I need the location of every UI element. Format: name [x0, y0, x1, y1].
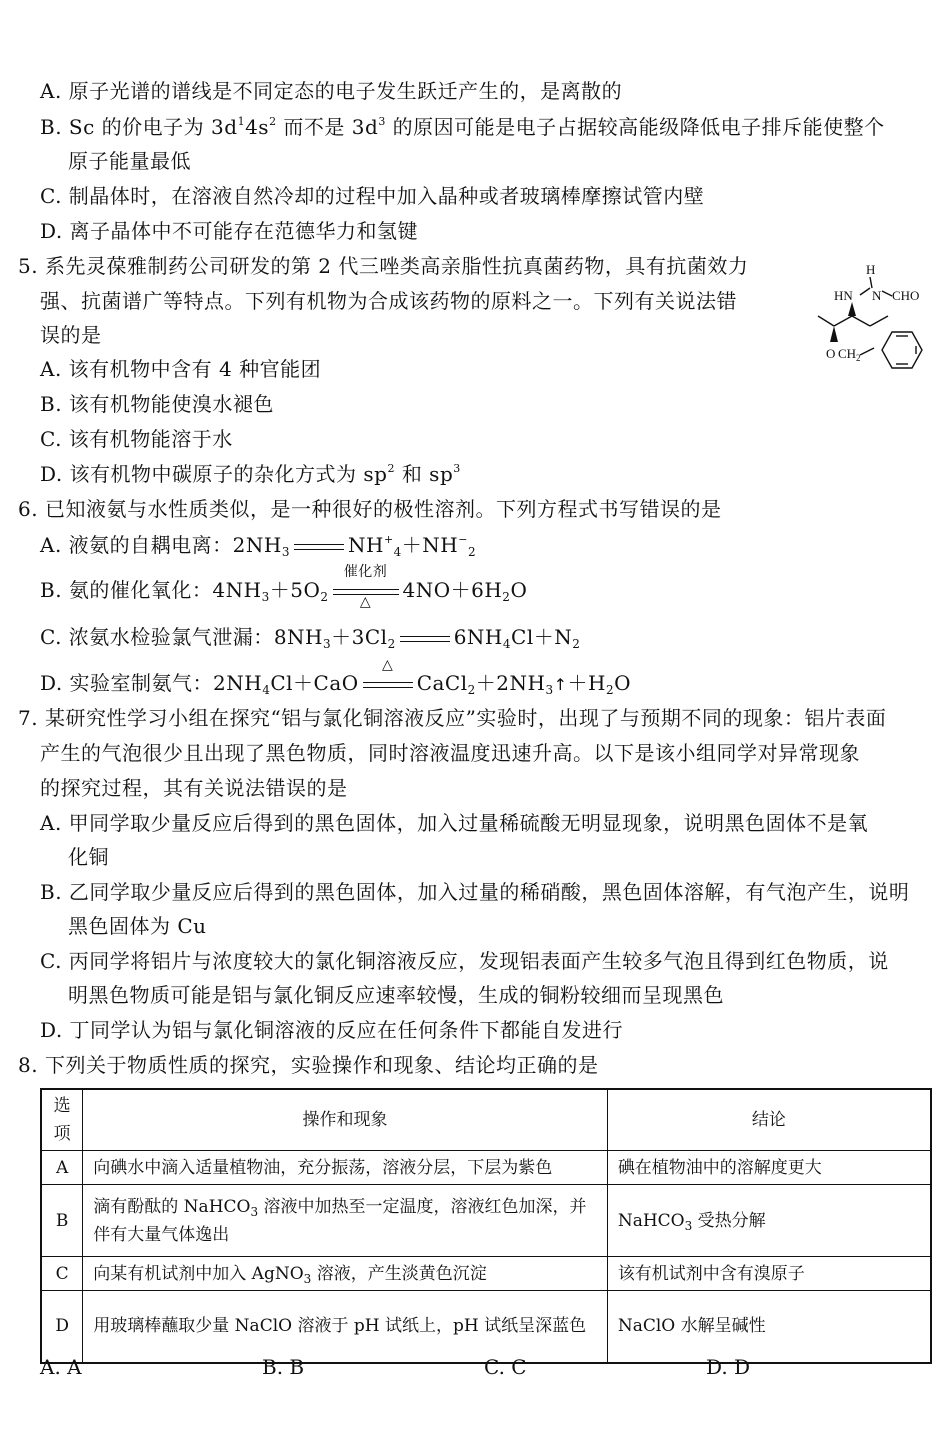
table-row: [41, 1257, 931, 1291]
q6-option-c: C. 浓氨水检验氯气泄漏：$8NH_3+3Cl_2$ $6NH_4Cl+N_2$: [40, 625, 581, 651]
heat-reaction-sign: △: [361, 670, 415, 696]
q4-option-a: A. 原子光谱的谱线是不同定态的电子发生跃迁产生的，是离散的: [40, 79, 623, 103]
mol-ch-label: CH: [838, 346, 857, 361]
q7-stem-line3: 的探究过程，其有关说法错误的是: [40, 776, 348, 800]
table-cell-operation: 滴有酚酞的 NaHCO$_3$ 溶液中加热至一定温度，溶液红色加深，并伴有大量气体逸出: [83, 1185, 608, 1257]
q7-option-d: D. 丁同学认为铝与氯化铜溶液的反应在任何条件下都能自发进行: [40, 1018, 624, 1042]
q4-option-b-line1: B. Sc 的价电子为 $3d^14s^2$ 而不是 $3d^3$ 的原因可能是电子占据较高能级降低电子排斥能使整个: [40, 115, 885, 139]
table-header-option: 选项: [41, 1089, 83, 1151]
table-cell-conclusion: NaClO 水解呈碱性: [607, 1291, 931, 1363]
table-cell-conclusion: NaHCO$_3$ 受热分解: [607, 1185, 931, 1257]
mol-cho-label: CHO: [892, 288, 920, 303]
q5-option-a: A. 该有机物中含有 4 种官能团: [40, 357, 322, 381]
q7-option-c-line1: C. 丙同学将铝片与浓度较大的氯化铜溶液反应，发现铝表面产生较多气泡且得到红色物质，说: [40, 949, 889, 973]
q5-stem-line3: 误的是: [40, 323, 102, 347]
q8-answer-a: A. A: [40, 1355, 82, 1379]
q6-stem: 6. 已知液氨与水性质类似，是一种很好的极性溶剂。下列方程式书写错误的是: [18, 497, 722, 521]
q8-options-table: [40, 1088, 932, 1364]
table-cell-option: C: [41, 1257, 83, 1291]
q7-stem-line1: 7. 某研究性学习小组在探究“铝与氯化铜溶液反应”实验时，出现了与预期不同的现象：铝片表面: [18, 706, 887, 730]
q8-answer-d: D. D: [706, 1355, 751, 1379]
mol-o-label: O: [826, 346, 836, 361]
q8-answer-b: B. B: [262, 1355, 305, 1379]
q4-option-c: C. 制晶体时，在溶液自然冷却的过程中加入晶种或者玻璃棒摩擦试管内壁: [40, 184, 705, 208]
q5-stem-line1: 5. 系先灵葆雅制药公司研发的第 2 代三唑类高亲脂性抗真菌药物，具有抗菌效力: [18, 254, 749, 278]
q5-option-c: C. 该有机物能溶于水: [40, 427, 233, 451]
mol-hn-label: HN: [834, 288, 853, 303]
q5-stem-line2: 强、抗菌谱广等特点。下列有机物为合成该药物的原料之一。下列有关说法错: [40, 289, 737, 313]
table-header-row: [41, 1089, 931, 1151]
table-cell-operation: 向某有机试剂中加入 AgNO$_3$ 溶液，产生淡黄色沉淀: [83, 1257, 608, 1291]
q6-option-d: D. 实验室制氨气：$2NH_4Cl+CaO$ △ $CaCl_2+2NH_3↑+H_2O$: [40, 657, 631, 697]
table-row: [41, 1185, 931, 1257]
q7-stem-line2: 产生的气泡很少且出现了黑色物质，同时溶液温度迅速升高。以下是该小组同学对异常现象: [40, 741, 860, 765]
q8-answer-c: C. C: [484, 1355, 527, 1379]
q6-option-b: B. 氨的催化氧化：$4NH_3+5O_2$ 催化剂 △ $4NO+6H_2O$: [40, 564, 528, 610]
table-header-operation: 操作和现象: [83, 1089, 608, 1151]
table-cell-operation: 用玻璃棒蘸取少量 NaClO 溶液于 pH 试纸上，pH 试纸呈深蓝色: [83, 1291, 608, 1363]
table-cell-option: D: [41, 1291, 83, 1363]
table-cell-conclusion: 该有机试剂中含有溴原子: [607, 1257, 931, 1291]
q7-option-c-line2: 明黑色物质可能是铝与氯化铜反应速率较慢，生成的铜粉较细而呈现黑色: [68, 983, 724, 1007]
mol-n-label: N: [872, 288, 882, 303]
table-cell-operation: 向碘水中滴入适量植物油，充分振荡，溶液分层，下层为紫色: [83, 1151, 608, 1185]
q8-stem: 8. 下列关于物质性质的探究，实验操作和现象、结论均正确的是: [18, 1053, 599, 1077]
q7-option-a-line1: A. 甲同学取少量反应后得到的黑色固体，加入过量稀硫酸无明显现象，说明黑色固体不是氧: [40, 811, 869, 835]
table-cell-option: A: [41, 1151, 83, 1185]
mol-h-label: H: [866, 262, 876, 277]
mol-ch-subscript: 2: [856, 353, 861, 363]
q7-option-b-line1: B. 乙同学取少量反应后得到的黑色固体，加入过量的稀硝酸，黑色固体溶解，有气泡产生，说明: [40, 880, 910, 904]
table-cell-conclusion: 碘在植物油中的溶解度更大: [607, 1151, 931, 1185]
q5-option-d: D. 该有机物中碳原子的杂化方式为 $sp^2$ 和 $sp^3$: [40, 462, 461, 486]
q4-option-d: D. 离子晶体中不可能存在范德华力和氢键: [40, 219, 419, 243]
q5-option-b: B. 该有机物能使溴水褪色: [40, 392, 274, 416]
catalytic-reaction-sign: 催化剂 △: [331, 577, 401, 603]
q6-option-a: A. 液氨的自耦电离：$2NH_3$ $NH^+_4+NH^-_2$: [40, 533, 477, 559]
table-row: [41, 1151, 931, 1185]
q7-option-a-line2: 化铜: [68, 845, 109, 869]
molecule-structure-diagram: [812, 258, 942, 388]
q7-option-b-line2: 黑色固体为 Cu: [68, 914, 207, 938]
table-header-conclusion: 结论: [607, 1089, 931, 1151]
q4-option-b-line2: 原子能量最低: [68, 149, 191, 173]
table-cell-option: B: [41, 1185, 83, 1257]
table-row: [41, 1291, 931, 1363]
